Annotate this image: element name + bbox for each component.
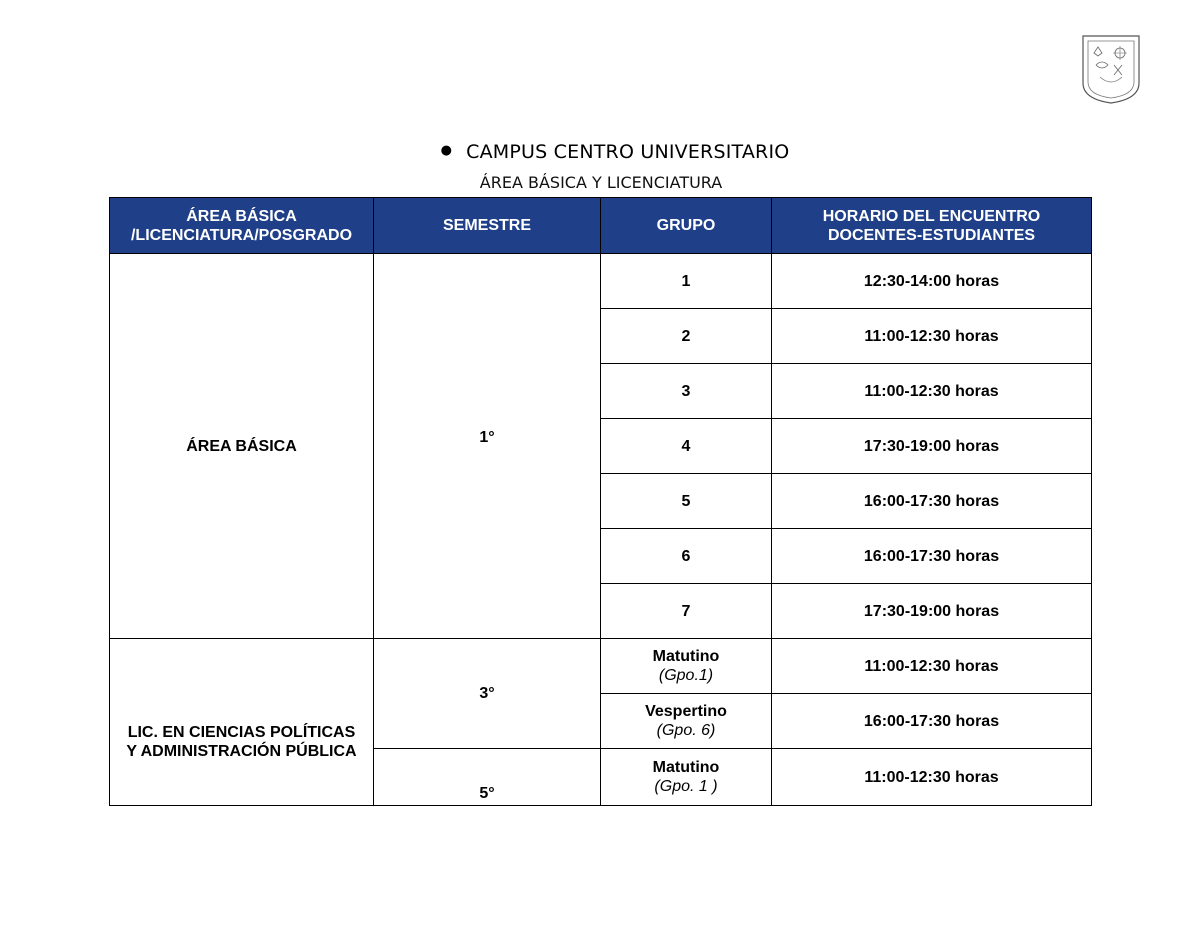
header-horario <box>772 198 1092 254</box>
grupo-cell <box>601 639 772 694</box>
section-subtitle: ÁREA BÁSICA Y LICENCIATURA <box>479 173 723 192</box>
grupo-label: (Gpo. 1 ) <box>654 778 718 795</box>
header-horario-line2: DOCENTES-ESTUDIANTES <box>827 226 1036 244</box>
horario-cell: 11:00-12:30 horas <box>772 364 1092 419</box>
horario-cell: 16:00-17:30 horas <box>772 694 1092 749</box>
grupo-cell: 4 <box>601 419 772 474</box>
grupo-cell: 6 <box>601 529 772 584</box>
header-semestre: SEMESTRE <box>374 198 601 254</box>
licenciatura-line2: Y ADMINISTRACIÓN PÚBLICA <box>126 743 357 760</box>
table-header-row <box>110 198 1092 254</box>
horario-cell: 16:00-17:30 horas <box>772 474 1092 529</box>
turno-label: Matutino <box>652 759 720 776</box>
area-basica-cell: ÁREA BÁSICA <box>110 254 374 639</box>
header-grupo: GRUPO <box>601 198 772 254</box>
grupo-cell: 2 <box>601 309 772 364</box>
header-area-line1: ÁREA BÁSICA <box>186 207 297 225</box>
grupo-label: (Gpo. 6) <box>656 722 716 739</box>
grupo-cell: 5 <box>601 474 772 529</box>
campus-title: CAMPUS CENTRO UNIVERSITARIO <box>466 141 790 163</box>
header-area <box>110 198 374 254</box>
horario-cell: 17:30-19:00 horas <box>772 584 1092 639</box>
schedule-table <box>109 197 1092 806</box>
semestre-1-cell: 1° <box>374 254 601 639</box>
semestre-3-cell: 3° <box>374 639 601 749</box>
horario-cell: 11:00-12:30 horas <box>772 639 1092 694</box>
grupo-cell <box>601 694 772 749</box>
licenciatura-cell <box>110 639 374 806</box>
semestre-5-cell: 5° <box>374 749 601 806</box>
horario-cell: 12:30-14:00 horas <box>772 254 1092 309</box>
header-area-line2: /LICENCIATURA/POSGRADO <box>130 226 353 244</box>
grupo-cell: 1 <box>601 254 772 309</box>
table-row <box>110 254 1092 309</box>
faculty-seal-logo <box>1080 33 1142 105</box>
horario-cell: 11:00-12:30 horas <box>772 309 1092 364</box>
grupo-cell: 7 <box>601 584 772 639</box>
turno-label: Vespertino <box>645 703 727 720</box>
licenciatura-line1: LIC. EN CIENCIAS POLÍTICAS <box>127 724 356 741</box>
grupo-cell <box>601 749 772 806</box>
horario-cell: 17:30-19:00 horas <box>772 419 1092 474</box>
horario-cell: 16:00-17:30 horas <box>772 529 1092 584</box>
turno-label: Matutino <box>652 648 720 665</box>
table-row <box>110 639 1092 694</box>
grupo-cell: 3 <box>601 364 772 419</box>
grupo-label: (Gpo.1) <box>658 667 714 684</box>
horario-cell: 11:00-12:30 horas <box>772 749 1092 806</box>
campus-heading <box>0 141 1200 163</box>
header-horario-line1: HORARIO DEL ENCUENTRO <box>822 207 1041 225</box>
bullet-icon: ● <box>440 143 453 158</box>
